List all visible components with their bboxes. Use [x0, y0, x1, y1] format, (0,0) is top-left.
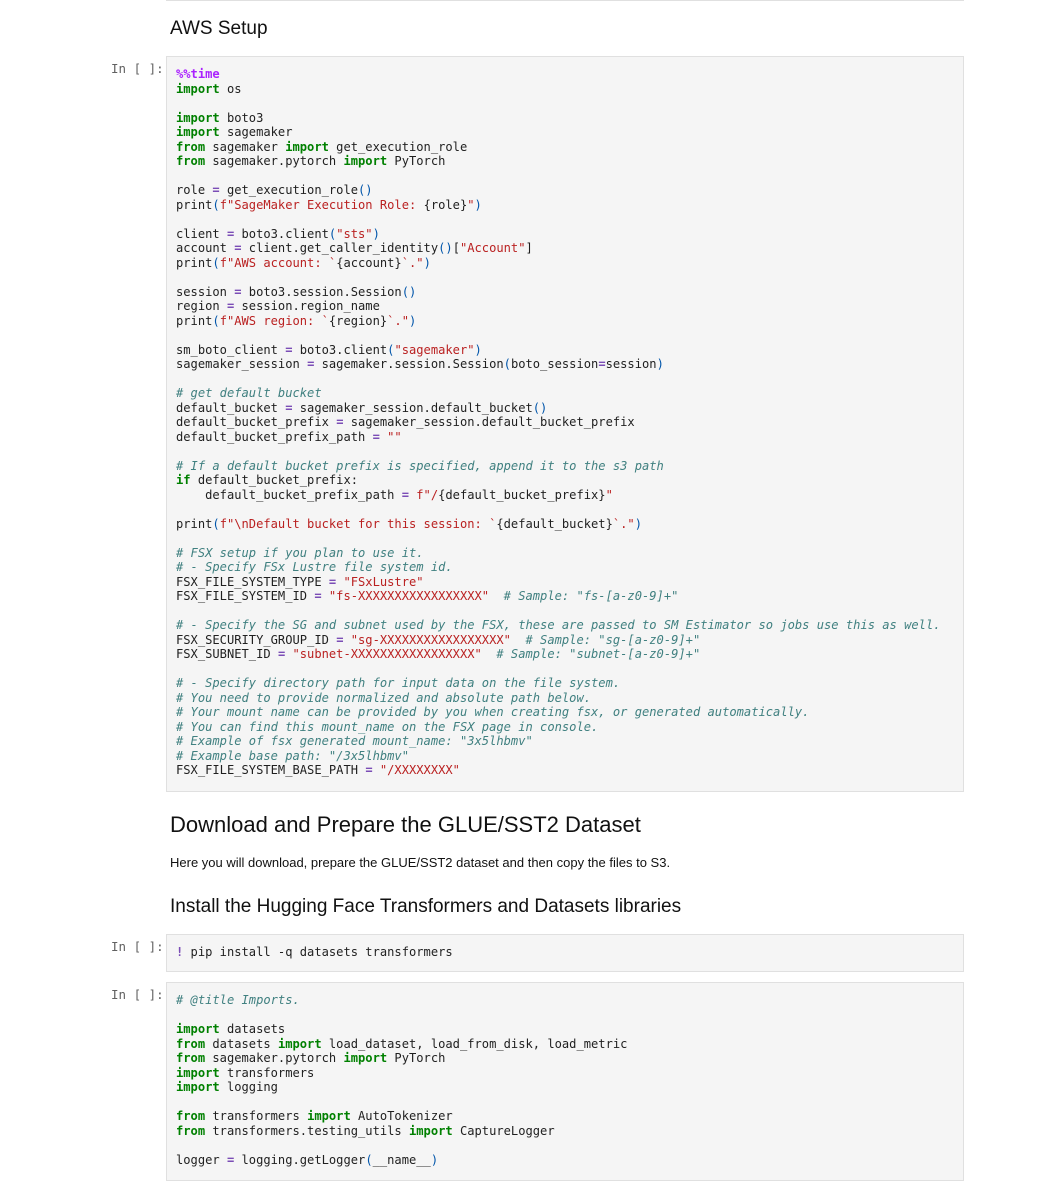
code-token: import: [343, 1051, 388, 1065]
code-line: [176, 517, 642, 531]
code-token: from: [176, 139, 206, 154]
code-token: boto3: [219, 110, 264, 125]
code-line: [176, 763, 460, 777]
code-token: boto_session: [510, 357, 599, 371]
code-token: logging: [219, 1080, 278, 1094]
code-token: sagemaker_session.default_bucket: [292, 400, 533, 415]
code-token: [285, 647, 292, 661]
code-token: =: [314, 589, 322, 603]
code-line: [176, 1022, 285, 1036]
code-line: [176, 993, 300, 1007]
code-token: FSX_FILE_SYSTEM_BASE_PATH: [176, 763, 366, 777]
code-line: [176, 1037, 627, 1051]
code-token: =: [328, 574, 337, 589]
code-token: PyTorch: [387, 1051, 446, 1065]
code-token: transformers.testing_utils: [205, 1123, 409, 1138]
code-token: from: [176, 154, 206, 168]
code-token: # Sample: "sg-[a-z0-9]+": [525, 632, 701, 647]
code-line: [176, 285, 416, 299]
code-token: [343, 633, 350, 647]
code-line: [176, 676, 620, 690]
code-line: [176, 401, 547, 415]
code-line: [176, 734, 533, 748]
code-token: sagemaker.pytorch: [205, 1051, 344, 1065]
code-line: [176, 82, 242, 96]
code-token: [322, 589, 329, 603]
code-line: [176, 256, 431, 270]
code-token: import: [307, 1109, 351, 1123]
code-token: session.region_name: [234, 299, 380, 313]
code-line: [176, 198, 482, 212]
code-line: [176, 459, 664, 473]
code-token: print: [176, 255, 213, 270]
code-line: [176, 430, 402, 444]
code-token: CaptureLogger: [452, 1123, 555, 1138]
code-token: =: [336, 415, 344, 429]
code-token: (): [401, 284, 417, 299]
code-token: =: [336, 632, 344, 647]
code-token: boto3.client: [292, 342, 388, 357]
code-token: f"AWS region: `: [219, 313, 329, 328]
code-token: session: [605, 357, 657, 371]
code-line: [176, 357, 664, 371]
code-token: ": [605, 487, 613, 502]
code-line: [176, 1066, 314, 1080]
code-token: # get default bucket: [176, 386, 322, 400]
code-token: # FSX setup if you plan to use it.: [176, 545, 424, 560]
code-token: ): [423, 255, 431, 270]
code-line: [176, 415, 635, 429]
code-token: "sagemaker": [394, 342, 475, 357]
code-token: "sg-XXXXXXXXXXXXXXXXX": [350, 632, 511, 647]
code-token: (): [532, 400, 548, 415]
download-description: Here you will download, prepare the GLUE/SST2 dataset and then copy the files to S3.: [170, 855, 671, 870]
code-token: default_bucket_prefix_path: [176, 429, 373, 444]
code-line: [176, 720, 598, 734]
code-line: [176, 546, 424, 560]
code-token: ): [656, 357, 664, 371]
code-editor[interactable]: [167, 935, 963, 970]
code-line: [176, 154, 445, 168]
code-token: import: [176, 1022, 220, 1036]
code-token: sagemaker.session.Session: [314, 357, 504, 371]
code-line: [176, 749, 409, 763]
code-token: f"AWS account: `: [219, 255, 337, 270]
code-token: # - Specify the SG and subnet used by the FSX, these are passed to SM Estimator so jobs use this as well.: [176, 618, 941, 632]
code-line: [176, 125, 293, 139]
code-token: # Sample: "subnet-[a-z0-9]+": [496, 647, 701, 661]
code-token: sagemaker.pytorch: [205, 154, 344, 168]
code-line: [176, 473, 358, 487]
code-token: (: [212, 197, 220, 212]
code-token: !: [176, 945, 184, 959]
code-token: account: [176, 241, 235, 255]
cell-prompt: In [ ]:: [111, 987, 164, 1002]
code-token: FSX_SECURITY_GROUP_ID: [176, 632, 337, 647]
code-token: import: [285, 139, 329, 154]
code-token: `.": [387, 313, 409, 328]
code-token: [489, 589, 504, 603]
code-line: [176, 589, 678, 603]
code-token: # - Specify FSx Lustre file system id.: [176, 560, 453, 574]
code-token: [511, 633, 526, 647]
code-token: default_bucket_prefix:: [190, 473, 359, 487]
code-token: client.get_caller_identity: [241, 241, 439, 255]
code-line: [176, 67, 220, 81]
code-token: [482, 647, 497, 661]
code-line: [176, 705, 809, 719]
code-token: FSX_FILE_SYSTEM_TYPE: [176, 574, 329, 589]
code-token: %%time: [176, 67, 220, 81]
code-token: default_bucket: [176, 400, 286, 415]
code-token: transformers: [205, 1109, 308, 1123]
code-token: f"SageMaker Execution Role:: [219, 197, 424, 212]
code-token: FSX_FILE_SYSTEM_ID: [176, 589, 315, 603]
code-token: FSX_SUBNET_ID: [176, 647, 278, 661]
code-token: # Example base path: "/3x5lhbmv": [176, 748, 409, 763]
code-token: session: [176, 284, 235, 299]
code-line: [176, 1080, 278, 1094]
code-token: =: [234, 284, 242, 299]
code-token: =: [598, 357, 606, 371]
code-token: import: [343, 154, 388, 168]
code-token: =: [285, 342, 293, 357]
code-line: [176, 1109, 453, 1123]
install-heading: Install the Hugging Face Transformers and Datasets libraries: [170, 896, 682, 917]
code-token: =: [365, 763, 373, 777]
code-editor[interactable]: [167, 57, 963, 788]
code-token: sagemaker: [219, 125, 293, 139]
code-token: [: [452, 241, 460, 255]
code-line: [176, 633, 700, 647]
code-token: # Your mount name can be provided by you when creating fsx, or generated automatically.: [176, 705, 810, 719]
code-token: ): [430, 1152, 439, 1167]
code-token: "Account": [459, 241, 526, 255]
code-token: {role}: [423, 197, 468, 212]
code-token: print: [176, 197, 213, 212]
code-line: [176, 488, 613, 502]
cell-prompt: In [ ]:: [111, 61, 164, 76]
code-token: "fs-XXXXXXXXXXXXXXXXX": [328, 589, 490, 603]
code-token: =: [226, 226, 235, 241]
code-token: client: [176, 226, 227, 241]
code-line: [176, 1051, 445, 1065]
code-line: [176, 1153, 438, 1167]
code-line: [176, 140, 467, 154]
code-token: # You need to provide normalized and absolute path below.: [176, 690, 592, 705]
code-token: import: [176, 81, 220, 96]
code-token: (: [503, 357, 511, 371]
code-token: PyTorch: [387, 154, 446, 168]
code-token: "": [387, 429, 402, 444]
code-token: boto3.client: [234, 226, 329, 241]
code-token: from: [176, 1051, 206, 1065]
code-line: [176, 386, 322, 400]
code-token: ): [409, 313, 417, 328]
code-token: ): [474, 342, 482, 357]
code-line: [176, 618, 941, 632]
code-token: "subnet-XXXXXXXXXXXXXXXXX": [292, 647, 482, 661]
code-token: datasets: [205, 1036, 278, 1051]
code-token: print: [176, 516, 213, 531]
code-token: logger: [176, 1152, 227, 1167]
code-token: logging.getLogger: [234, 1152, 366, 1167]
code-token: f"/: [416, 487, 439, 502]
code-line: [176, 1124, 555, 1138]
code-token: # Sample: "fs-[a-z0-9]+": [503, 589, 679, 603]
code-token: ): [474, 197, 482, 212]
code-token: =: [226, 1152, 235, 1167]
code-token: (): [358, 183, 373, 197]
code-cell-imports[interactable]: [166, 982, 964, 1181]
code-token: role: [176, 183, 213, 197]
code-line: [176, 647, 700, 661]
code-token: ): [372, 226, 380, 241]
code-token: default_bucket_prefix: [176, 415, 337, 429]
code-token: =: [212, 183, 220, 197]
code-line: [176, 945, 453, 959]
code-line: [176, 111, 263, 125]
code-token: "sts": [336, 226, 373, 241]
code-line: [176, 241, 533, 255]
code-token: AutoTokenizer: [350, 1109, 453, 1123]
code-token: # If a default bucket prefix is specified, append it to the s3 path: [176, 458, 664, 473]
code-token: import: [409, 1123, 453, 1138]
code-token: datasets: [219, 1022, 286, 1036]
code-token: # Example of fsx generated mount_name: "3x5lhbmv": [176, 734, 533, 748]
code-token: ): [634, 516, 642, 531]
code-token: (: [387, 342, 395, 357]
cell-prompt: In [ ]:: [111, 939, 164, 954]
code-token: `.": [612, 516, 635, 531]
code-token: =: [307, 357, 315, 371]
code-token: ": [467, 197, 475, 212]
code-token: __name__: [372, 1152, 431, 1167]
code-token: if: [176, 473, 191, 487]
code-token: {default_bucket_prefix}: [438, 487, 606, 502]
code-token: sm_boto_client: [176, 342, 286, 357]
code-token: # - Specify directory path for input data on the file system.: [176, 676, 621, 690]
code-line: [176, 227, 380, 241]
code-token: [373, 763, 380, 777]
aws-setup-heading: AWS Setup: [170, 18, 268, 39]
code-editor[interactable]: [167, 983, 963, 1177]
code-token: sagemaker: [205, 139, 286, 154]
code-line: [176, 183, 373, 197]
code-token: pip install -q datasets transformers: [183, 945, 453, 959]
code-line: [176, 343, 482, 357]
code-token: `.": [401, 255, 424, 270]
code-token: (: [212, 255, 220, 270]
code-token: region: [176, 299, 227, 313]
code-token: default_bucket_prefix_path: [176, 487, 402, 502]
code-token: f"\nDefault bucket for this session: `: [219, 516, 497, 531]
code-token: {account}: [336, 255, 402, 270]
code-token: {default_bucket}: [496, 516, 613, 531]
code-token: # @title Imports.: [176, 993, 300, 1007]
code-token: get_execution_role: [328, 139, 468, 154]
code-token: =: [372, 429, 380, 444]
code-token: transformers: [219, 1065, 315, 1080]
code-token: boto3.session.Session: [241, 284, 402, 299]
code-token: (): [438, 241, 453, 255]
code-cell-aws-setup[interactable]: [166, 56, 964, 792]
code-token: from: [176, 1036, 206, 1051]
code-token: sagemaker_session: [176, 357, 308, 371]
code-token: get_execution_role: [219, 183, 359, 197]
code-token: (: [212, 516, 220, 531]
code-token: "FSxLustre": [343, 574, 424, 589]
code-token: (: [365, 1152, 373, 1167]
code-token: =: [401, 487, 409, 502]
code-token: os: [219, 81, 242, 96]
code-token: import: [277, 1036, 322, 1051]
code-token: print: [176, 313, 213, 328]
code-line: [176, 299, 380, 313]
code-token: =: [285, 400, 293, 415]
code-token: (: [328, 226, 337, 241]
code-line: [176, 575, 424, 589]
download-heading: Download and Prepare the GLUE/SST2 Dataset: [170, 812, 641, 837]
code-token: "/XXXXXXXX": [379, 763, 460, 777]
code-token: import: [176, 125, 220, 139]
code-cell-pip-install[interactable]: [166, 934, 964, 972]
code-token: =: [226, 299, 235, 313]
code-token: load_dataset, load_from_disk, load_metric: [321, 1036, 628, 1051]
code-token: (: [212, 313, 220, 328]
code-token: ]: [525, 241, 533, 255]
code-token: =: [277, 647, 286, 661]
code-line: [176, 314, 416, 328]
cell-divider: [166, 0, 964, 1]
code-token: from: [176, 1109, 206, 1123]
code-line: [176, 560, 453, 574]
code-token: =: [234, 241, 242, 255]
code-token: import: [176, 1065, 220, 1080]
code-token: import: [176, 110, 220, 125]
code-token: # You can find this mount_name on the FSX page in console.: [176, 719, 599, 734]
code-token: from: [176, 1123, 206, 1138]
code-token: sagemaker_session.default_bucket_prefix: [343, 415, 635, 429]
code-token: import: [176, 1080, 220, 1094]
code-token: {region}: [328, 313, 388, 328]
code-line: [176, 691, 591, 705]
